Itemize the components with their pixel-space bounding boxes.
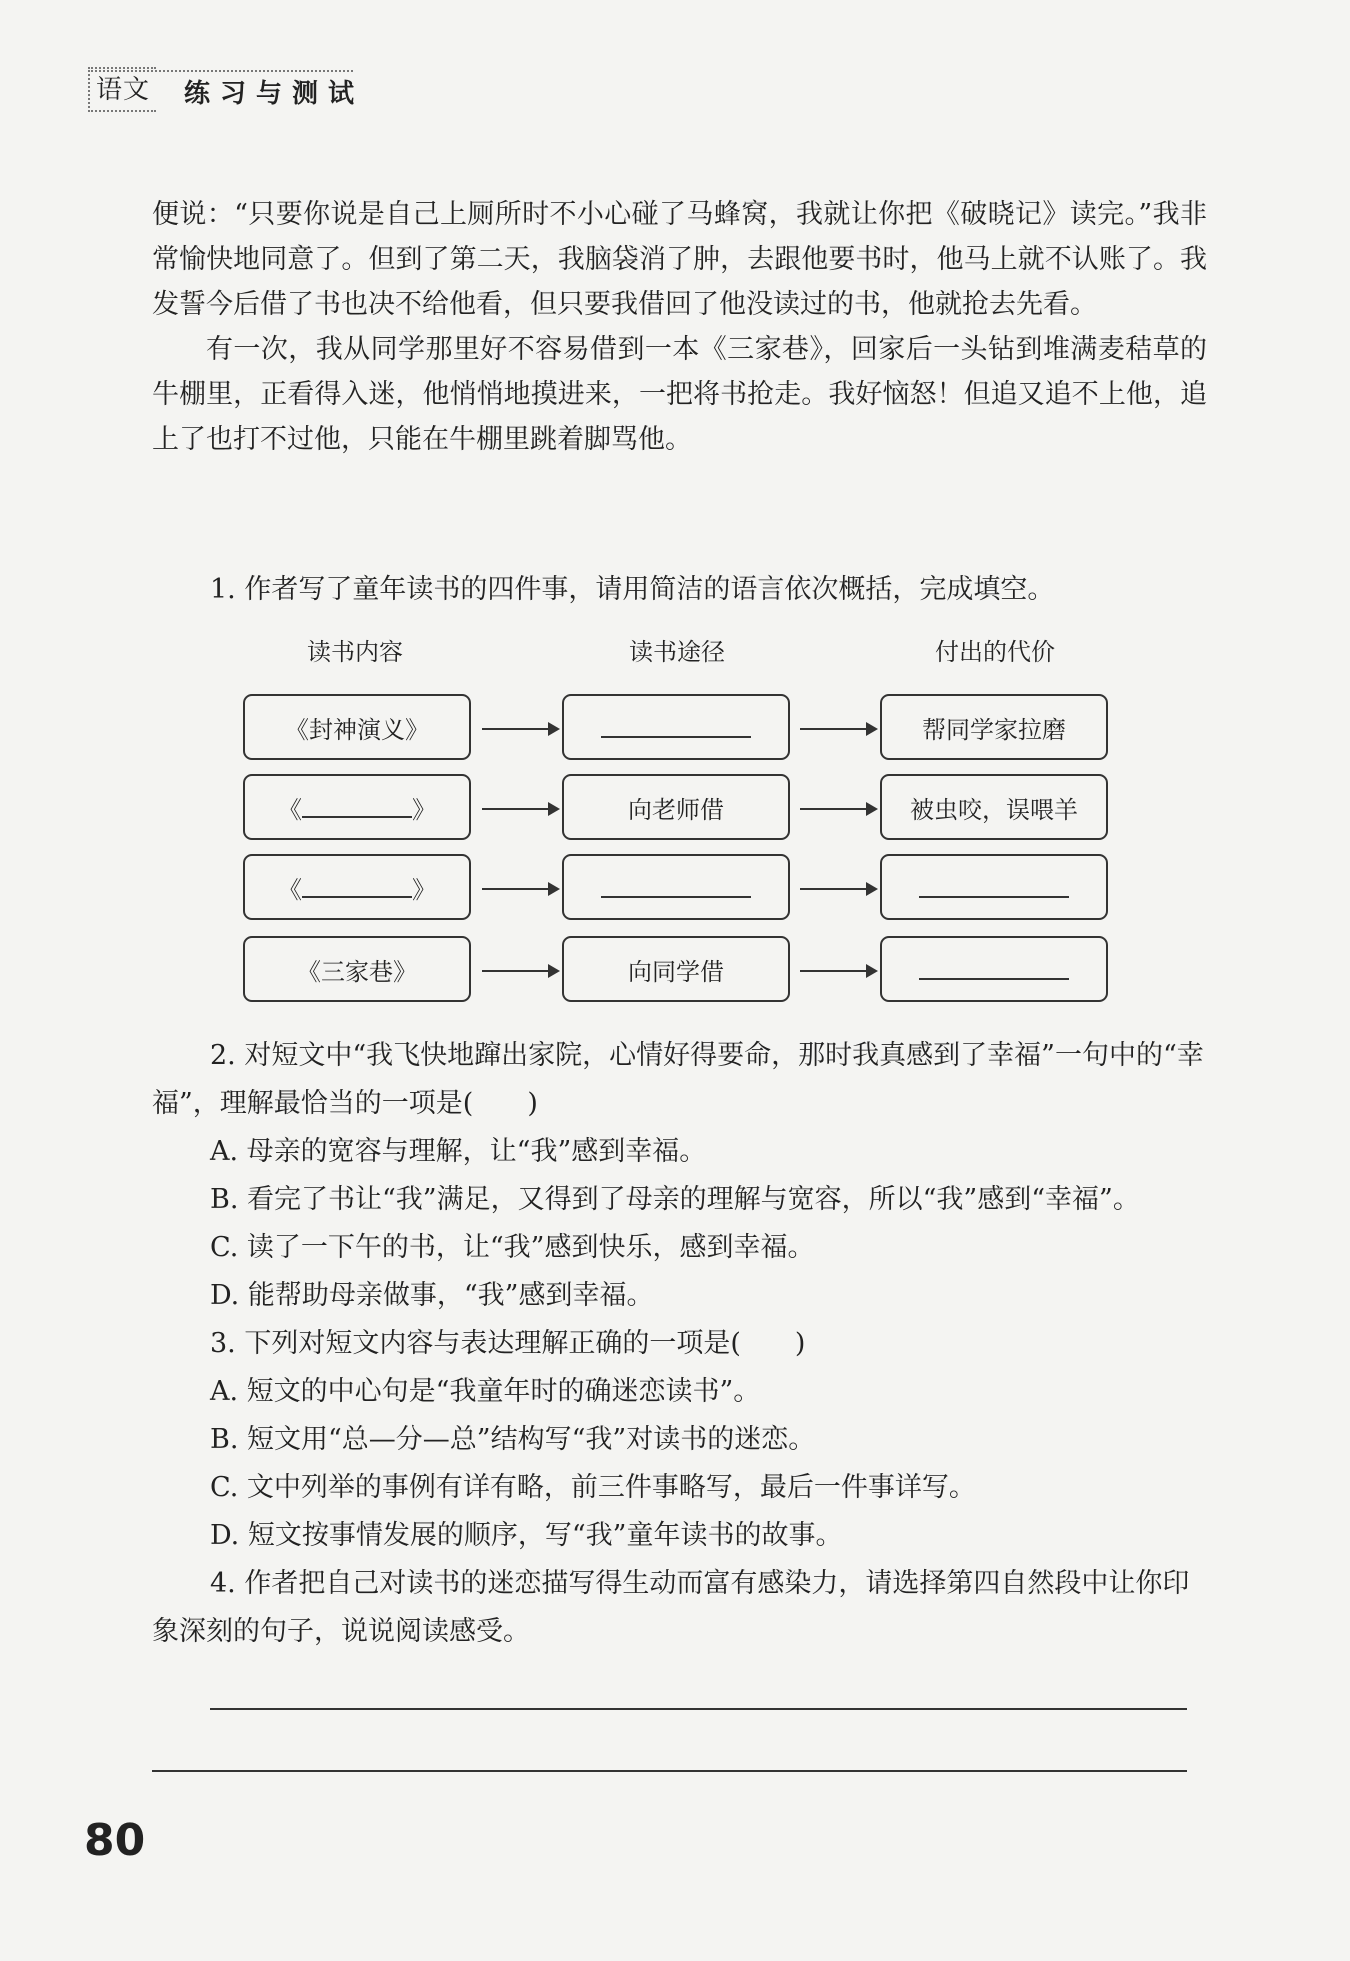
book-mark-open: 《 <box>278 795 302 824</box>
fill-blank[interactable] <box>601 876 751 898</box>
cost-box <box>880 774 1108 840</box>
arrow-icon <box>800 888 876 890</box>
fill-blank[interactable] <box>919 958 1069 980</box>
arrow-icon <box>482 728 558 730</box>
question-4 <box>152 1560 1207 1656</box>
reading-passage <box>152 192 1207 462</box>
route-text: 向老师借 <box>628 795 724 824</box>
book-name: 《封神演义》 <box>285 715 429 744</box>
header-dotted-rule <box>88 70 353 72</box>
question-3 <box>152 1320 1207 1560</box>
route-box <box>562 774 790 840</box>
book-box[interactable] <box>243 774 471 840</box>
fill-blank[interactable] <box>919 876 1069 898</box>
book-box[interactable] <box>243 854 471 920</box>
col-header-route: 读书途径 <box>629 638 725 666</box>
question-1-stem: 1. 作者写了童年读书的四件事，请用简洁的语言依次概括，完成填空。 <box>210 574 1055 605</box>
question-2-stem: 2. 对短文中“我飞快地蹿出家院，心情好得要命，那时我真感到了幸福”一句中的“幸福”，理解最恰当的一项是( ) <box>152 1040 1204 1119</box>
question-2 <box>152 1032 1207 1320</box>
route-box[interactable] <box>562 694 790 760</box>
arrow-icon <box>800 728 876 730</box>
option-c[interactable]: C. 文中列举的事例有详有略，前三件事略写，最后一件事详写。 <box>210 1472 976 1503</box>
subject-label: 语文 <box>88 67 156 112</box>
book-mark-close: 》 <box>412 795 436 824</box>
option-b[interactable]: B. 短文用“总—分—总”结构写“我”对读书的迷恋。 <box>210 1424 816 1455</box>
answer-line[interactable] <box>210 1708 1187 1710</box>
question-4-stem: 4. 作者把自己对读书的迷恋描写得生动而富有感染力，请选择第四自然段中让你印象深刻的句子，说说阅读感受。 <box>152 1568 1190 1647</box>
book-box <box>243 936 471 1002</box>
arrow-icon <box>482 808 558 810</box>
page-header <box>88 72 364 112</box>
route-box[interactable] <box>562 854 790 920</box>
book-mark-open: 《 <box>278 875 302 904</box>
cost-box[interactable] <box>880 936 1108 1002</box>
book-title: 练习与测试 <box>184 79 365 109</box>
passage-paragraph: 便说：“只要你说是自己上厕所时不小心碰了马蜂窝，我就让你把《破晓记》读完。”我非常愉快地同意了。但到了第二天，我脑袋消了肿，去跟他要书时，他马上就不认账了。我发誓今后借了书也决不给他看，但只要我借回了他没读过的书，他就抢去先看。 <box>152 199 1207 320</box>
cost-box <box>880 694 1108 760</box>
route-text: 向同学借 <box>628 957 724 986</box>
book-box <box>243 694 471 760</box>
reading-flow-diagram <box>240 632 1120 1012</box>
answer-line[interactable] <box>152 1770 1187 1772</box>
cost-text: 被虫咬，误喂羊 <box>910 795 1078 824</box>
fill-blank[interactable] <box>601 716 751 738</box>
col-header-content: 读书内容 <box>307 638 403 666</box>
route-box <box>562 936 790 1002</box>
col-header-cost: 付出的代价 <box>935 638 1055 666</box>
option-a[interactable]: A. 短文的中心句是“我童年时的确迷恋读书”。 <box>210 1376 761 1407</box>
arrow-icon <box>800 808 876 810</box>
book-name: 《三家巷》 <box>297 957 417 986</box>
option-a[interactable]: A. 母亲的宽容与理解，让“我”感到幸福。 <box>210 1136 707 1167</box>
book-mark-close: 》 <box>412 875 436 904</box>
fill-blank[interactable] <box>302 796 412 818</box>
question-3-stem: 3. 下列对短文内容与表达理解正确的一项是( ) <box>210 1328 806 1359</box>
arrow-icon <box>800 970 876 972</box>
fill-blank[interactable] <box>302 876 412 898</box>
cost-box[interactable] <box>880 854 1108 920</box>
arrow-icon <box>482 888 558 890</box>
option-d[interactable]: D. 能帮助母亲做事，“我”感到幸福。 <box>210 1280 654 1311</box>
option-b[interactable]: B. 看完了书让“我”满足，又得到了母亲的理解与宽容，所以“我”感到“幸福”。 <box>210 1184 1140 1215</box>
option-c[interactable]: C. 读了一下午的书，让“我”感到快乐，感到幸福。 <box>210 1232 815 1263</box>
page-number: 80 <box>84 1815 146 1866</box>
cost-text: 帮同学家拉磨 <box>922 715 1066 744</box>
arrow-icon <box>482 970 558 972</box>
passage-paragraph: 有一次，我从同学那里好不容易借到一本《三家巷》，回家后一头钻到堆满麦秸草的牛棚里，正看得入迷，他悄悄地摸进来，一把将书抢走。我好恼怒！但追又追不上他，追上了也打不过他，只能在牛棚里跳着脚骂他。 <box>152 334 1207 455</box>
question-1 <box>152 566 1207 614</box>
option-d[interactable]: D. 短文按事情发展的顺序，写“我”童年读书的故事。 <box>210 1520 843 1551</box>
